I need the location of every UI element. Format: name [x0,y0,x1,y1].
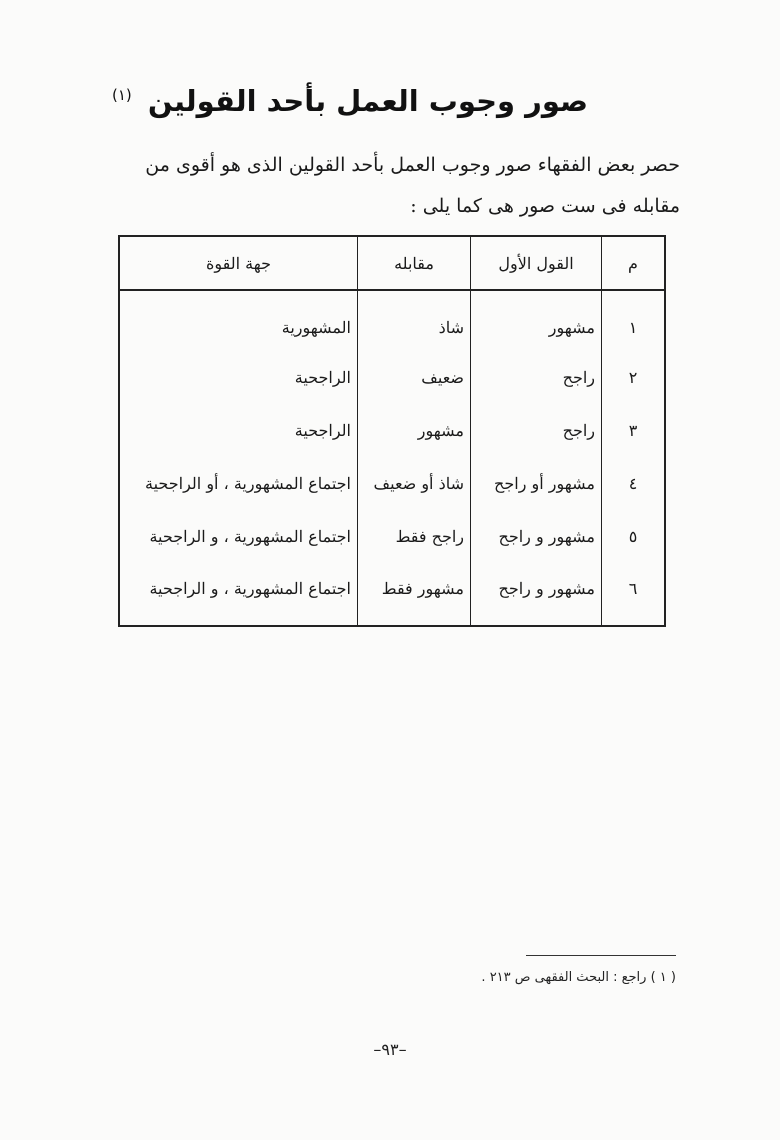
header-strength: جهة القوة [119,236,358,290]
header-num: م [602,236,666,290]
row-first-opinion: راجح [471,351,602,404]
row-opposite: شاذ أو ضعيف [358,457,471,510]
row-first-opinion: مشهور و راجح [471,563,602,626]
intro-line-2: مقابله فى ست صور هى كما يلى : [410,195,680,217]
row-num: ٤ [602,457,666,510]
header-first-opinion: القول الأول [471,236,602,290]
row-strength: اجتماع المشهورية ، و الراجحية [149,578,351,598]
intro-paragraph [100,145,680,227]
row-first-opinion: مشهور و راجح [471,510,602,563]
table-row [119,290,665,351]
row-strength: اجتماع المشهورية ، أو الراجحية [145,474,351,493]
row-num: ١ [602,290,666,351]
table-row [119,563,665,626]
row-num: ٦ [602,563,666,626]
row-first-opinion: راجح [471,404,602,457]
row-first-opinion: مشهور [471,290,602,351]
row-strength: الراجحية [294,368,351,387]
title-text: صور وجوب العمل بأحد القولين [147,84,589,118]
row-opposite: مشهور [358,404,471,457]
table-row [119,510,665,563]
table-row [119,457,665,510]
page-number: –٩٣– [373,1040,407,1059]
forms-table [118,235,666,627]
row-opposite: شاذ [358,290,471,351]
row-opposite: مشهور فقط [358,563,471,626]
intro-line-1: حصر بعض الفقهاء صور وجوب العمل بأحد القولين الذى هو أقوى من [145,154,680,176]
footnote-divider [526,955,676,956]
row-opposite: ضعيف [358,351,471,404]
title-footnote-ref: (١) [111,86,132,105]
table-row [119,404,665,457]
row-num: ٣ [602,404,666,457]
row-strength: اجتماع المشهورية ، و الراجحية [149,527,351,546]
footnote: ( ١ ) راجع : البحث الفقهى ص ٢١٣ . [481,970,676,985]
row-num: ٢ [602,351,666,404]
row-first-opinion: مشهور أو راجح [471,457,602,510]
page-title [100,84,600,118]
header-opposite: مقابله [358,236,471,290]
row-num: ٥ [602,510,666,563]
table-header-row [119,236,665,290]
row-strength: الراجحية [294,421,351,440]
table-row [119,351,665,404]
row-opposite: راجح فقط [358,510,471,563]
row-strength: المشهورية [281,317,351,337]
